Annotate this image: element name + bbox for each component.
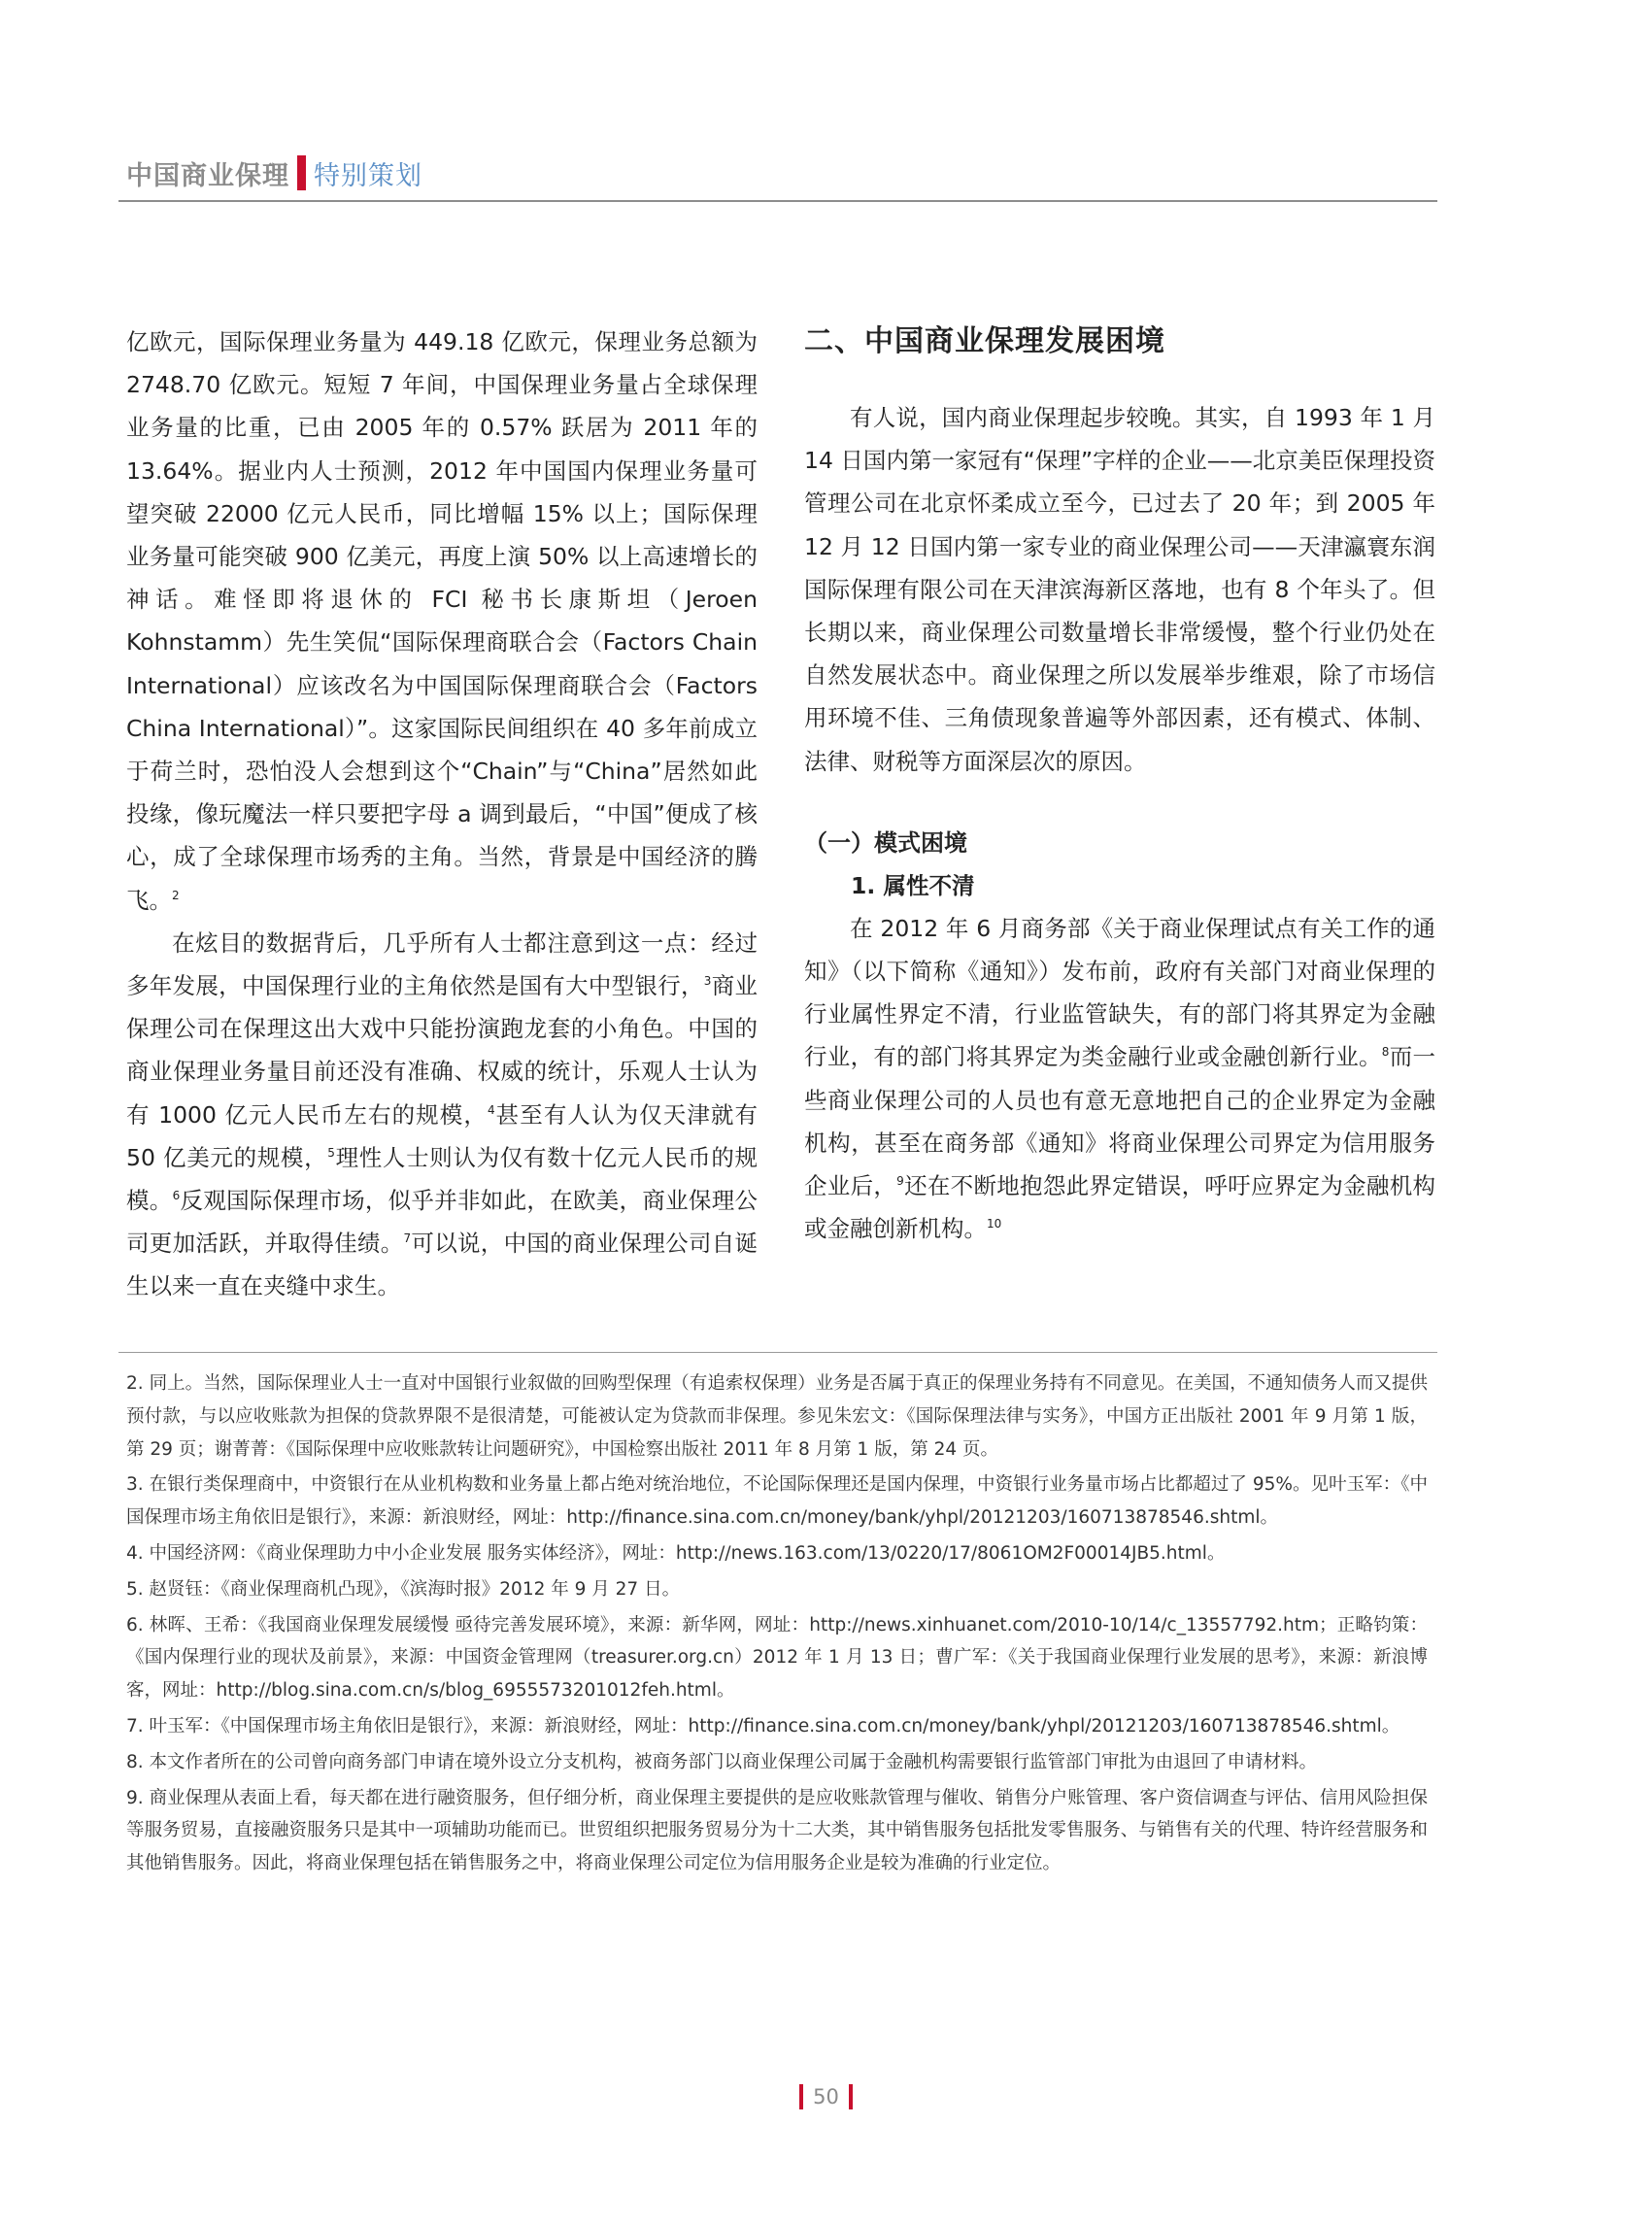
text-run: 反观国际保理市场，似乎并非如此，在欧美，商业保理公司更加活跃，并取得佳绩。 [126, 1187, 759, 1258]
footnotes [126, 1367, 1428, 1883]
left-paragraph-1-text: 亿欧元，国际保理业务量为 449.18 亿欧元，保理业务总额为 2748.70 亿欧元。短短 7 年间，中国保理业务量占全球保理业务量的比重，已由 2005 年的 0.57% 跃居为 2011 年的 13.64%。据业内人士预测，2012 年中国国内保理业务量可望突破 22000 亿元人民币，同比增幅 15% 以上；国际保理业务量可能突破 900 亿美元，再度上演 50% 以上高速增长的神话。难怪即将退休的 FCI 秘书长康斯坦（Jeroen Kohnstamm）先生笑侃“国际保理商联合会（Factors Chain International）应该改名为中国国际保理商联合会（Factors China International）”。这家国际民间组织在 40 多年前成立于荷兰时，恐怕没人会想到这个“Chain”与“China”居然如此投缘，像玩魔法一样只要把字母 a 调到最后，“中国”便成了核心，成了全球保理市场秀的主角。当然，背景是中国经济的腾飞。 [126, 328, 758, 914]
header-accent-bar [297, 155, 306, 190]
footnote-2: 2. 同上。当然，国际保理业人士一直对中国银行业叙做的回购型保理（有追索权保理）业务是否属于真正的保理业务持有不同意见。在美国，不通知债务人而又提供预付款，与以应收账款为担保的贷款界限不是很清楚，可能被认定为贷款而非保理。参见朱宏文：《国际保理法律与实务》，中国方正出版社 2001 年 9 月第 1 版，第 29 页；谢菁菁：《国际保理中应收账款转让问题研究》，中国检察出版社 2011 年 8 月第 1 版，第 24 页。 [126, 1373, 1428, 1460]
text-run: 在炫目的数据背后，几乎所有人士都注意到这一点：经过多年发展，中国保理行业的主角依然是国有大中型银行， [126, 928, 758, 1000]
footnote-ref: 8 [1381, 1045, 1390, 1060]
footnote-9: 9. 商业保理从表面上看，每天都在进行融资服务，但仔细分析，商业保理主要提供的是应收账款管理与催收、销售分户账管理、客户资信调查与评估、信用风险担保等服务贸易，直接融资服务只是其中一项辅助功能而已。世贸组织把服务贸易分为十二大类，其中销售服务包括批发零售服务、与销售有关的代理、特许经营服务和其他销售服务。因此，将商业保理包括在销售服务之中，将商业保理公司定位为信用服务企业是较为准确的行业定位。 [126, 1787, 1428, 1874]
left-column [126, 320, 758, 1308]
running-header [126, 152, 422, 194]
text-run: 甚至有人认为仅天津就有 50 亿美元的规模， [126, 1100, 759, 1171]
footnote-ref: 2 [172, 888, 180, 902]
footnote-3: 3. 在银行类保理商中，中资银行在从业机构数和业务量上都占绝对统治地位，不论国际保理还是国内保理，中资银行业务量市场占比都超过了 95%。见叶玉军：《中国保理市场主角依旧是银行》，来源：新浪财经，网址：http://finance.sina.com.cn/money/bank/yhpl/20121203/160713878546.shtml。 [126, 1474, 1428, 1529]
footnote-ref: 7 [403, 1231, 412, 1246]
right-paragraph-2 [804, 907, 1435, 1251]
footnote-4: 4. 中国经济网：《商业保理助力中小企业发展 服务实体经济》，网址：http://news.163.com/13/0220/17/8061OM2F00014JB5.html。 [126, 1542, 1226, 1564]
left-paragraph-1 [126, 320, 758, 922]
footnote-ref: 5 [327, 1146, 335, 1161]
text-run: 在 2012 年 6 月商务部《关于商业保理试点有关工作的通知》（以下简称《通知》）发布前，政府有关部门对商业保理的行业属性界定不清，行业监管缺失，有的部门将其界定为金融行业，有的部门将其界定为类金融行业或金融创新行业。 [804, 914, 1435, 1071]
page-number [0, 2084, 1652, 2109]
section-name: 特别策划 [314, 160, 422, 191]
left-paragraph-2 [126, 922, 758, 1308]
text-run: 还在不断地抱怨此界定错误，呼吁应界定为金融机构或金融创新机构。 [804, 1172, 1436, 1243]
footnote-8: 8. 本文作者所在的公司曾向商务部门申请在境外设立分支机构，被商务部门以商业保理公司属于金融机构需要银行监管部门审批为由退回了申请材料。 [126, 1751, 1318, 1772]
header-divider [118, 200, 1437, 202]
text-run: 商业保理公司在保理这出大戏中只能扮演跑龙套的小角色。中国的商业保理业务量目前还没有准确、权威的统计，乐观人士认为有 1000 亿元人民币左右的规模， [126, 972, 759, 1129]
subsubsection-heading: 1. 属性不清 [851, 871, 975, 899]
journal-name: 中国商业保理 [126, 160, 289, 191]
footnote-ref: 10 [987, 1217, 1002, 1231]
footnote-ref: 4 [487, 1102, 495, 1117]
footnote-ref: 3 [703, 974, 712, 989]
section-heading: 二、中国商业保理发展困境 [804, 324, 1165, 358]
subsection-heading: （一）模式困境 [804, 828, 967, 857]
page-bar-right [849, 2084, 853, 2109]
footnote-6: 6. 林晖、王希：《我国商业保理发展缓慢 亟待完善发展环境》，来源：新华网，网址：http://news.xinhuanet.com/2010-10/14/c_13557792.htm；正略钧策：《国内保理行业的现状及前景》，来源：中国资金管理网（treasurer.org.cn）2012 年 1 月 13 日；曹广军：《关于我国商业保理行业发展的思考》，来源：新浪博客，网址：http://blog.sina.com.cn/s/blog_6955573201012feh.html。 [126, 1614, 1428, 1702]
footnote-5: 5. 赵贤钰：《商业保理商机凸现》，《滨海时报》2012 年 9 月 27 日。 [126, 1578, 681, 1600]
footnote-ref: 9 [896, 1174, 904, 1189]
text-run: 可以说，中国的商业保理公司自诞生以来一直在夹缝中求生。 [126, 1230, 759, 1300]
text-run: 而一些商业保理公司的人员也有意无意地把自己的企业界定为金融机构，甚至在商务部《通知》将商业保理公司界定为信用服务企业后， [804, 1043, 1436, 1200]
right-paragraph-1: 有人说，国内商业保理起步较晚。其实，自 1993 年 1 月 14 日国内第一家冠有“保理”字样的企业——北京美臣保理投资管理公司在北京怀柔成立至今，已过去了 20 年；到 2005 年 12 月 12 日国内第一家专业的商业保理公司——天津瀛寰东润国际保理有限公司在天津滨海新区落地，也有 8 个年头了。但长期以来，商业保理公司数量增长非常缓慢，整个行业仍处在自然发展状态中。商业保理之所以发展举步维艰，除了市场信用环境不佳、三角债现象普遍等外部因素，还有模式、体制、法律、财税等方面深层次的原因。 [804, 404, 1435, 775]
page-bar-left [799, 2084, 803, 2109]
page-number-text: 50 [813, 2085, 839, 2108]
footnote-ref: 6 [172, 1189, 181, 1203]
footnote-7: 7. 叶玉军：《中国保理市场主角依旧是银行》，来源：新浪财经，网址：http://finance.sina.com.cn/money/bank/yhpl/20121203/160713878546.shtml。 [126, 1715, 1400, 1737]
right-column [804, 320, 1435, 1250]
footnote-divider [118, 1352, 1437, 1353]
text-run: 理性人士则认为仅有数十亿元人民币的规模。 [126, 1143, 759, 1215]
